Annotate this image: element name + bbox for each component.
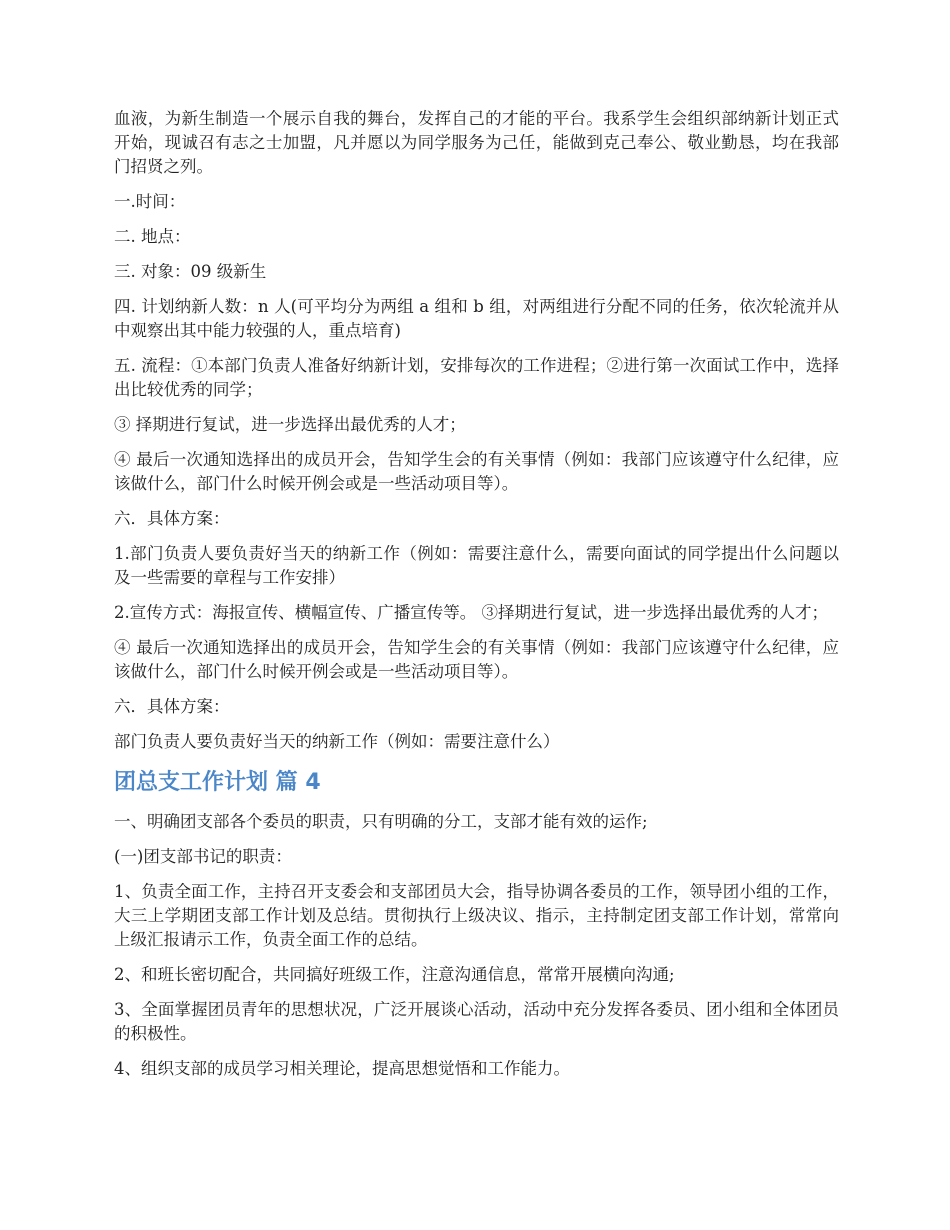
paragraph: 一、明确团支部各个委员的职责，只有明确的分工，支部才能有效的运作; [114,812,648,831]
paragraph: 四. 计划纳新人数：n 人(可平均分为两组 a 组和 b 组，对两组进行分配不同的任务，依次轮流并从中观察出其中能力较强的人，重点培育) [114,297,839,340]
paragraph: 六．具体方案： [114,509,230,528]
paragraph: ③ 择期进行复试，进一步选择出最优秀的人才； [114,415,466,434]
section-heading: 团总支工作计划 篇 4 [114,770,321,795]
paragraph: 2.宣传方式：海报宣传、横幅宣传、广播宣传等。 ③择期进行复试，进一步选择出最优秀的人才； [114,603,828,622]
paragraph: (一)团支部书记的职责： [114,847,292,866]
paragraph: 3、全面掌握团员青年的思想状况，广泛开展谈心活动，活动中充分发挥各委员、团小组和全体团员的积极性。 [114,1000,839,1043]
paragraph: 一.时间： [114,192,186,211]
paragraph: 三. 对象：09 级新生 [114,262,267,281]
paragraph: 2、和班长密切配合，共同搞好班级工作，注意沟通信息，常常开展横向沟通; [114,965,675,984]
paragraph: ④ 最后一次通知选择出的成员开会，告知学生会的有关事情（例如：我部门应该遵守什么纪律，应该做什么，部门什么时候开例会或是一些活动项目等）。 [114,450,839,493]
paragraph: 部门负责人要负责好当天的纳新工作（例如：需要注意什么） [114,732,560,751]
document-body [114,107,839,1092]
paragraph: 六．具体方案： [114,697,230,716]
paragraph: 二. 地点： [114,227,191,246]
paragraph: 4、组织支部的成员学习相关理论，提高思想觉悟和工作能力。 [114,1059,570,1078]
paragraph: 五. 流程：①本部门负责人准备好纳新计划，安排每次的工作进程；②进行第一次面试工作中，选择出比较优秀的同学； [114,356,839,399]
paragraph: ④ 最后一次通知选择出的成员开会，告知学生会的有关事情（例如：我部门应该遵守什么纪律，应该做什么，部门什么时候开例会或是一些活动项目等）。 [114,638,839,681]
paragraph: 1.部门负责人要负责好当天的纳新工作（例如：需要注意什么，需要向面试的同学提出什么问题以及一些需要的章程与工作安排） [114,544,839,587]
paragraph: 血液，为新生制造一个展示自我的舞台，发挥自己的才能的平台。我系学生会组织部纳新计划正式开始，现诚召有志之士加盟，凡并愿以为同学服务为己任，能做到克己奉公、敬业勤恳，均在我部门招贤之列。 [114,109,839,176]
paragraph: 1、负责全面工作，主持召开支委会和支部团员大会，指导协调各委员的工作，领导团小组的工作，大三上学期团支部工作计划及总结。贯彻执行上级决议、指示，主持制定团支部工作计划，常常向上级汇报请示工作，负责全面工作的总结。 [114,882,839,949]
